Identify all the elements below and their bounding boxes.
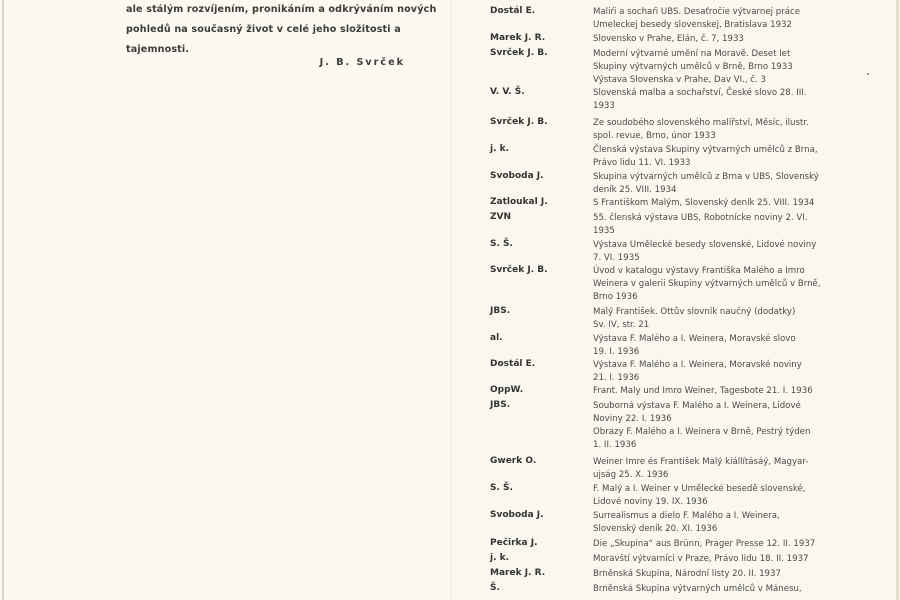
reference-line: Výstava F. Malého a I. Weinera, Moravské noviny xyxy=(593,360,802,370)
reference-line: 21. I. 1936 xyxy=(593,372,640,383)
reference-line: S Františkom Malým, Slovenský deník 25. VIII. 1934 xyxy=(593,198,815,208)
reference-line: Lidové noviny 19. IX. 1936 xyxy=(593,496,708,507)
author-signature: J. B. Svrček xyxy=(319,57,405,68)
entry-reference xyxy=(593,333,833,359)
entry-reference xyxy=(593,6,833,32)
reference-line: Noviny 22. I. 1936 xyxy=(593,413,672,424)
entry-author: Marek J. R. xyxy=(490,568,546,578)
prose-line: ale stálým rozvíjením, pronikáním a odkrýváním nových xyxy=(126,4,437,15)
entry-reference xyxy=(593,197,833,210)
entry-author: JBS. xyxy=(490,306,511,316)
reference-line: Brno 1936 xyxy=(593,291,638,302)
reference-line: 19. I. 1936 xyxy=(593,346,640,357)
entry-reference xyxy=(593,171,833,197)
reference-line: Die „Skupina“ aus Brünn, Prager Presse 12. II. 1937 xyxy=(593,539,816,549)
reference-line: Skupiny výtvarných umělců v Brně, Brno 1933 xyxy=(593,61,793,72)
reference-line: F. Malý a I. Weiner v Umělecké besedě slovenské, xyxy=(593,484,806,494)
reference-line: 55. členská výstava UBS, Robotnícke noviny 2. VI. xyxy=(593,213,808,223)
entry-reference xyxy=(593,568,833,581)
entry-author: al. xyxy=(490,333,503,343)
entry-reference xyxy=(593,583,833,596)
entry-author: Svrček J. B. xyxy=(490,48,548,58)
entry-author: V. V. Š. xyxy=(490,87,525,97)
reference-line: Umeleckej besedy slovenskej, Bratislava 1932 xyxy=(593,19,792,30)
entry-author: S. Š. xyxy=(490,239,513,249)
reference-line: Sv. IV, str. 21 xyxy=(593,319,650,330)
reference-line: Skupina výtvarných umělců z Brna v UBS, Slovenský xyxy=(593,172,819,182)
reference-line: Surrealismus a dielo F. Malého a I. Weinera, xyxy=(593,511,780,521)
entry-author: Zatloukal J. xyxy=(490,197,548,207)
reference-line: Ze soudobého slovenského malířství, Měsíc, ilustr. xyxy=(593,118,809,128)
reference-line: Brněnská Skupina, Národní listy 20. II. 1937 xyxy=(593,569,781,579)
reference-line: Malý František. Ottův slovník naučný (dodatky) xyxy=(593,307,796,317)
entry-author: Marek J. R. xyxy=(490,33,546,43)
entry-reference xyxy=(593,359,833,385)
scan-speck xyxy=(867,73,869,75)
reference-line: Právo lidu 11. VI. 1933 xyxy=(593,157,691,168)
reference-line: spol. revue, Brno, únor 1933 xyxy=(593,130,716,141)
entry-reference xyxy=(593,553,833,566)
reference-line: Frant. Maly und Imro Weiner, Tagesbote 21. I. 1936 xyxy=(593,386,813,396)
page-edge-right xyxy=(896,0,899,600)
entry-reference xyxy=(593,400,833,426)
entry-reference xyxy=(593,426,833,452)
entry-reference xyxy=(593,265,833,303)
reference-line: Slovenská malba a sochařství, České slovo 28. III. xyxy=(593,88,807,98)
reference-line: Brněnská Skupina výtvarných umělců v Mánesu, xyxy=(593,584,802,594)
entry-author: Š. xyxy=(490,583,500,593)
prose-line: pohledů na současný život v celé jeho složitosti a xyxy=(126,24,401,35)
entry-author: Gwerk O. xyxy=(490,456,537,466)
reference-line: Slovenský deník 20. XI. 1936 xyxy=(593,523,718,534)
entry-reference xyxy=(593,385,833,398)
reference-line: Moravští výtvarníci v Praze, Právo lidu 18. II. 1937 xyxy=(593,554,809,564)
entry-author: OppW. xyxy=(490,385,524,395)
reference-line: Výstava F. Malého a I. Weinera, Moravské slovo xyxy=(593,334,796,344)
entry-author: Svoboda J. xyxy=(490,510,544,520)
reference-line: Weiner Imre és František Malý kiállításáý, Magyar- xyxy=(593,457,809,467)
entry-reference xyxy=(593,33,833,46)
entry-author: Svrček J. B. xyxy=(490,117,548,127)
entry-reference xyxy=(593,538,833,551)
reference-line: deník 25. VIII. 1934 xyxy=(593,184,677,195)
reference-line: 1935 xyxy=(593,225,615,236)
page-edge-left xyxy=(2,0,4,600)
entry-author: JBS. xyxy=(490,400,511,410)
closing-paragraph xyxy=(126,0,437,60)
reference-line: Weinera v galerii Skupiny výtvarných umělců v Brně, xyxy=(593,278,821,289)
entry-author: ZVN xyxy=(490,212,512,222)
entry-reference xyxy=(593,456,833,482)
reference-line: Výstava Slovenska v Prahe, Dav VI., č. 3 xyxy=(593,74,766,85)
entry-author: Svoboda J. xyxy=(490,171,544,181)
entry-author: S. Š. xyxy=(490,483,513,493)
entry-reference xyxy=(593,306,833,332)
entry-reference xyxy=(593,239,833,265)
entry-author: Pečirka J. xyxy=(490,538,538,548)
entry-reference xyxy=(593,87,833,113)
reference-line: Úvod v katalogu výstavy Františka Malého a Imro xyxy=(593,266,805,276)
prose-line: tajemnosti. xyxy=(126,44,190,55)
reference-line: Moderní výtvarné umění na Moravě. Deset let xyxy=(593,49,791,59)
reference-line: Souborná výstava F. Malého a I. Weinera, Lidové xyxy=(593,401,801,411)
right-page xyxy=(452,0,896,600)
entry-reference xyxy=(593,510,833,536)
reference-line: Maliŕi a sochaŕi UBS. Desaťročie výtvarnej práce xyxy=(593,7,801,17)
reference-line: 1. II. 1936 xyxy=(593,439,637,450)
entry-reference xyxy=(593,483,833,509)
reference-line: ujság 25. X. 1936 xyxy=(593,469,669,480)
reference-line: Slovensko v Prahe, Elán, č. 7, 1933 xyxy=(593,34,744,44)
reference-line: 7. VI. 1935 xyxy=(593,252,640,263)
entry-reference xyxy=(593,144,833,170)
reference-line: Výstava Umělecké besedy slovenské, Lidové noviny xyxy=(593,240,817,250)
entry-author: Svrček J. B. xyxy=(490,265,548,275)
reference-line: Obrazy F. Malého a I. Weinera v Brně, Pestrý týden xyxy=(593,427,811,437)
entry-reference xyxy=(593,117,833,143)
entry-author: Dostál E. xyxy=(490,6,536,16)
reference-line: Členská výstava Skupiny výtvarných umělců z Brna, xyxy=(593,145,818,155)
entry-author: j. k. xyxy=(490,144,510,154)
entry-author: Dostál E. xyxy=(490,359,536,369)
entry-reference xyxy=(593,48,833,86)
reference-line: 1933 xyxy=(593,100,615,111)
entry-author: j. k. xyxy=(490,553,510,563)
entry-reference xyxy=(593,212,833,238)
